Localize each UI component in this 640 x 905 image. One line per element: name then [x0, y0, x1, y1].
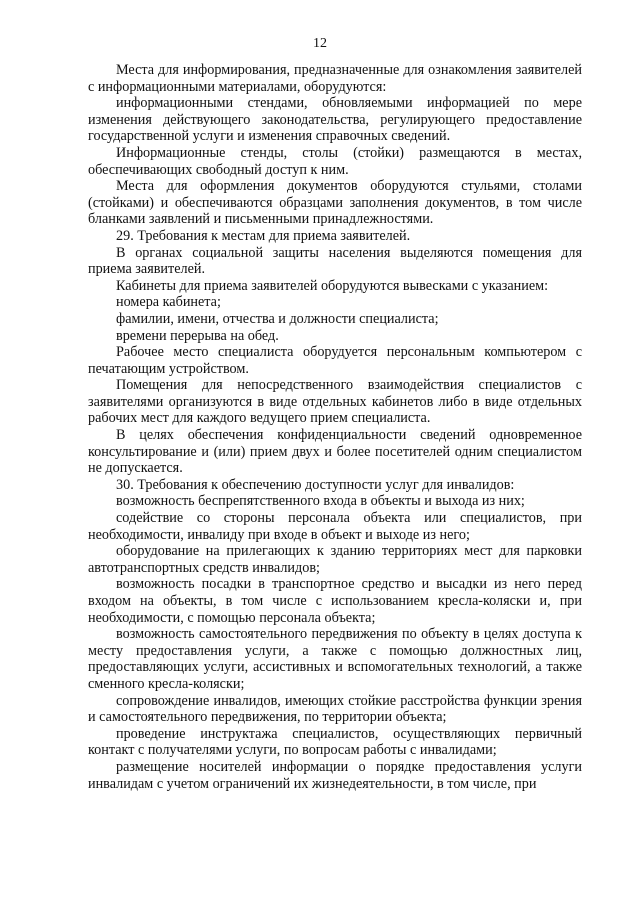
paragraph: Информационные стенды, столы (стойки) размещаются в местах, обеспечивающих свободный доступ к ним. — [88, 144, 582, 178]
paragraph: Кабинеты для приема заявителей оборудуются вывесками с указанием: — [116, 277, 549, 294]
list-item: содействие со стороны персонала объекта или специалистов, при необходимости, инвалиду при входе в объект и выходе из него; — [88, 510, 582, 543]
list-item: номера кабинета; — [116, 294, 221, 311]
list-item: проведение инструктажа специалистов, осуществляющих первичный контакт с получателями услуги, по вопросам работы с инвалидами; — [88, 725, 582, 759]
paragraph: Помещения для непосредственного взаимодействия специалистов с заявителями организуются в виде отдельных кабинетов либо в виде отдельных рабочих мест для каждого ведущего прием специалиста. — [88, 377, 582, 427]
list-item: возможность самостоятельного передвижения по объекту в целях доступа к месту предоставления услуги, а также с помощью должностных лиц, предоставляющих услуги, ассистивных и вспомогательных технологий, а также сменного кресла-коляски; — [88, 626, 582, 692]
list-item: сопровождение инвалидов, имеющих стойкие расстройства функции зрения и самостоятельного передвижения, по территории объекта; — [88, 692, 582, 726]
paragraph: информационными стендами, обновляемыми информацией по мере изменения действующего законодательства, регулирующего предоставление государственной услуги и изменения справочных сведений. — [88, 95, 582, 145]
list-item: оборудование на прилегающих к зданию территориях мест для парковки автотранспортных средств инвалидов; — [88, 543, 582, 576]
paragraph: В целях обеспечения конфиденциальности сведений одновременное консультирование и (или) прием двух и более посетителей одним специалистом не допускается. — [88, 427, 582, 477]
document-body — [88, 62, 582, 792]
paragraph: Места для информирования, предназначенные для ознакомления заявителей с информационными материалами, оборудуются: — [88, 62, 582, 95]
list-item: фамилии, имени, отчества и должности специалиста; — [116, 310, 439, 327]
paragraph: Места для оформления документов оборудуются стульями, столами (стойками) и обеспечиваются образцами заполнения документов, в том числе бланками заявлений и письменными принадлежностями. — [88, 178, 582, 228]
list-item: возможность посадки в транспортное средство и высадки из него перед входом на объекты, в том числе с использованием кресла-коляски и, при необходимости, с помощью персонала объекта; — [88, 576, 582, 626]
list-item: размещение носителей информации о порядке предоставления услуги инвалидам с учетом ограничений их жизнедеятельности, в том числе, при — [88, 758, 582, 792]
paragraph: В органах социальной защиты населения выделяются помещения для приема заявителей. — [88, 244, 582, 278]
paragraph: Рабочее место специалиста оборудуется персональным компьютером с печатающим устройством. — [88, 344, 582, 377]
list-item: времени перерыва на обед. — [116, 327, 279, 344]
section-heading: 30. Требования к обеспечению доступности услуг для инвалидов: — [116, 476, 515, 493]
page-number: 12 — [313, 36, 327, 51]
list-item: возможность беспрепятственного входа в объекты и выхода из них; — [116, 493, 525, 510]
section-heading: 29. Требования к местам для приема заявителей. — [116, 227, 411, 244]
